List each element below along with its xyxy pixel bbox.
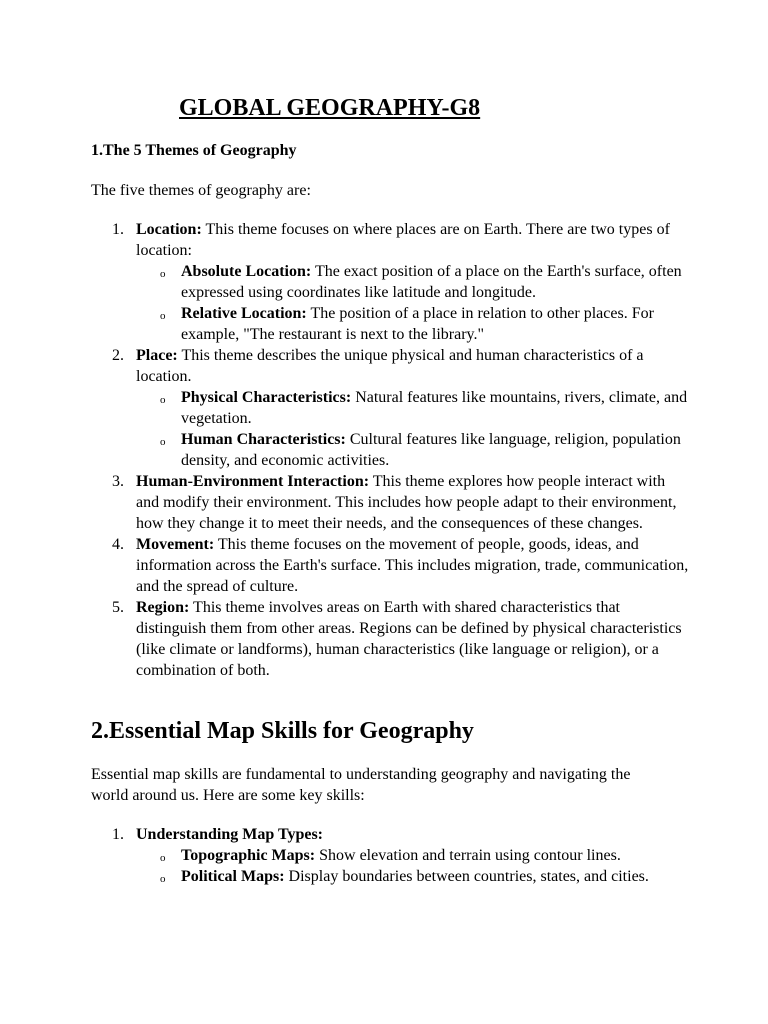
section-heading-themes: 1.The 5 Themes of Geography — [91, 142, 297, 159]
item-text: Display boundaries between countries, states, and cities. — [284, 868, 649, 885]
list-item — [91, 219, 691, 345]
sub-list-item — [136, 429, 691, 471]
circle-bullet-icon: o — [160, 873, 166, 885]
item-text: Natural features like mountains, rivers, climate, and vegetation. — [181, 389, 688, 427]
circle-bullet-icon: o — [160, 852, 166, 864]
sub-list-item — [136, 845, 691, 866]
list-number: 4. — [112, 536, 124, 553]
term-label: Political Maps: — [181, 868, 285, 885]
sub-list — [136, 845, 691, 887]
item-text: This theme focuses on the movement of people, goods, ideas, and information across the Earth's surface. This includes migration, trade, communication, and the spread of culture. — [136, 536, 689, 595]
item-text: This theme describes the unique physical and human characteristics of a location. — [136, 347, 644, 385]
term-label: Region: — [136, 599, 190, 616]
document-title: GLOBAL GEOGRAPHY-G8 — [179, 95, 481, 121]
section-heading-map-skills: 2.Essential Map Skills for Geography — [91, 718, 474, 744]
term-label: Movement: — [136, 536, 215, 553]
item-text: The position of a place in relation to other places. For example, "The restaurant is next to the library." — [181, 305, 654, 343]
circle-bullet-icon: o — [160, 268, 166, 280]
section-intro-map-skills: Essential map skills are fundamental to understanding geography and navigating the world around us. Here are some key skills: — [91, 766, 631, 804]
sub-list-item — [136, 261, 691, 303]
list-number: 3. — [112, 473, 124, 490]
term-label: Human-Environment Interaction: — [136, 473, 370, 490]
list-number: 1. — [112, 221, 124, 238]
sub-list — [136, 387, 691, 471]
list-number: 1. — [112, 826, 124, 843]
item-text: This theme involves areas on Earth with shared characteristics that distinguish them from other areas. Regions can be defined by physical characteristics (like climate or landforms), human characteristics (like language or religion), or a combination of both. — [136, 599, 682, 679]
list-number: 5. — [112, 599, 124, 616]
list-item — [91, 824, 691, 887]
map-skills-list — [91, 824, 691, 887]
item-text: This theme focuses on where places are on Earth. There are two types of location: — [136, 221, 670, 259]
circle-bullet-icon: o — [160, 310, 166, 322]
section-intro-themes: The five themes of geography are: — [91, 182, 311, 199]
themes-list — [91, 219, 691, 681]
term-label: Understanding Map Types: — [136, 826, 323, 843]
list-item — [91, 345, 691, 471]
list-number: 2. — [112, 347, 124, 364]
item-text: Cultural features like language, religion, population density, and economic activities. — [181, 431, 681, 469]
term-label: Relative Location: — [181, 305, 307, 322]
sub-list-item — [136, 866, 691, 887]
sub-list-item — [136, 303, 691, 345]
item-text: The exact position of a place on the Earth's surface, often expressed using coordinates like latitude and longitude. — [181, 263, 682, 301]
term-label: Topographic Maps: — [181, 847, 316, 864]
circle-bullet-icon: o — [160, 436, 166, 448]
list-item — [91, 534, 691, 597]
term-label: Absolute Location: — [181, 263, 312, 280]
term-label: Physical Characteristics: — [181, 389, 352, 406]
term-label: Location: — [136, 221, 202, 238]
term-label: Place: — [136, 347, 178, 364]
list-item — [91, 597, 691, 681]
list-item — [91, 471, 691, 534]
sub-list-item — [136, 387, 691, 429]
sub-list — [136, 261, 691, 345]
item-text: Show elevation and terrain using contour lines. — [315, 847, 621, 864]
term-label: Human Characteristics: — [181, 431, 346, 448]
item-text: This theme explores how people interact with and modify their environment. This includes how people adapt to their environment, how they change it to meet their needs, and the consequences of these changes. — [136, 473, 677, 532]
circle-bullet-icon: o — [160, 394, 166, 406]
